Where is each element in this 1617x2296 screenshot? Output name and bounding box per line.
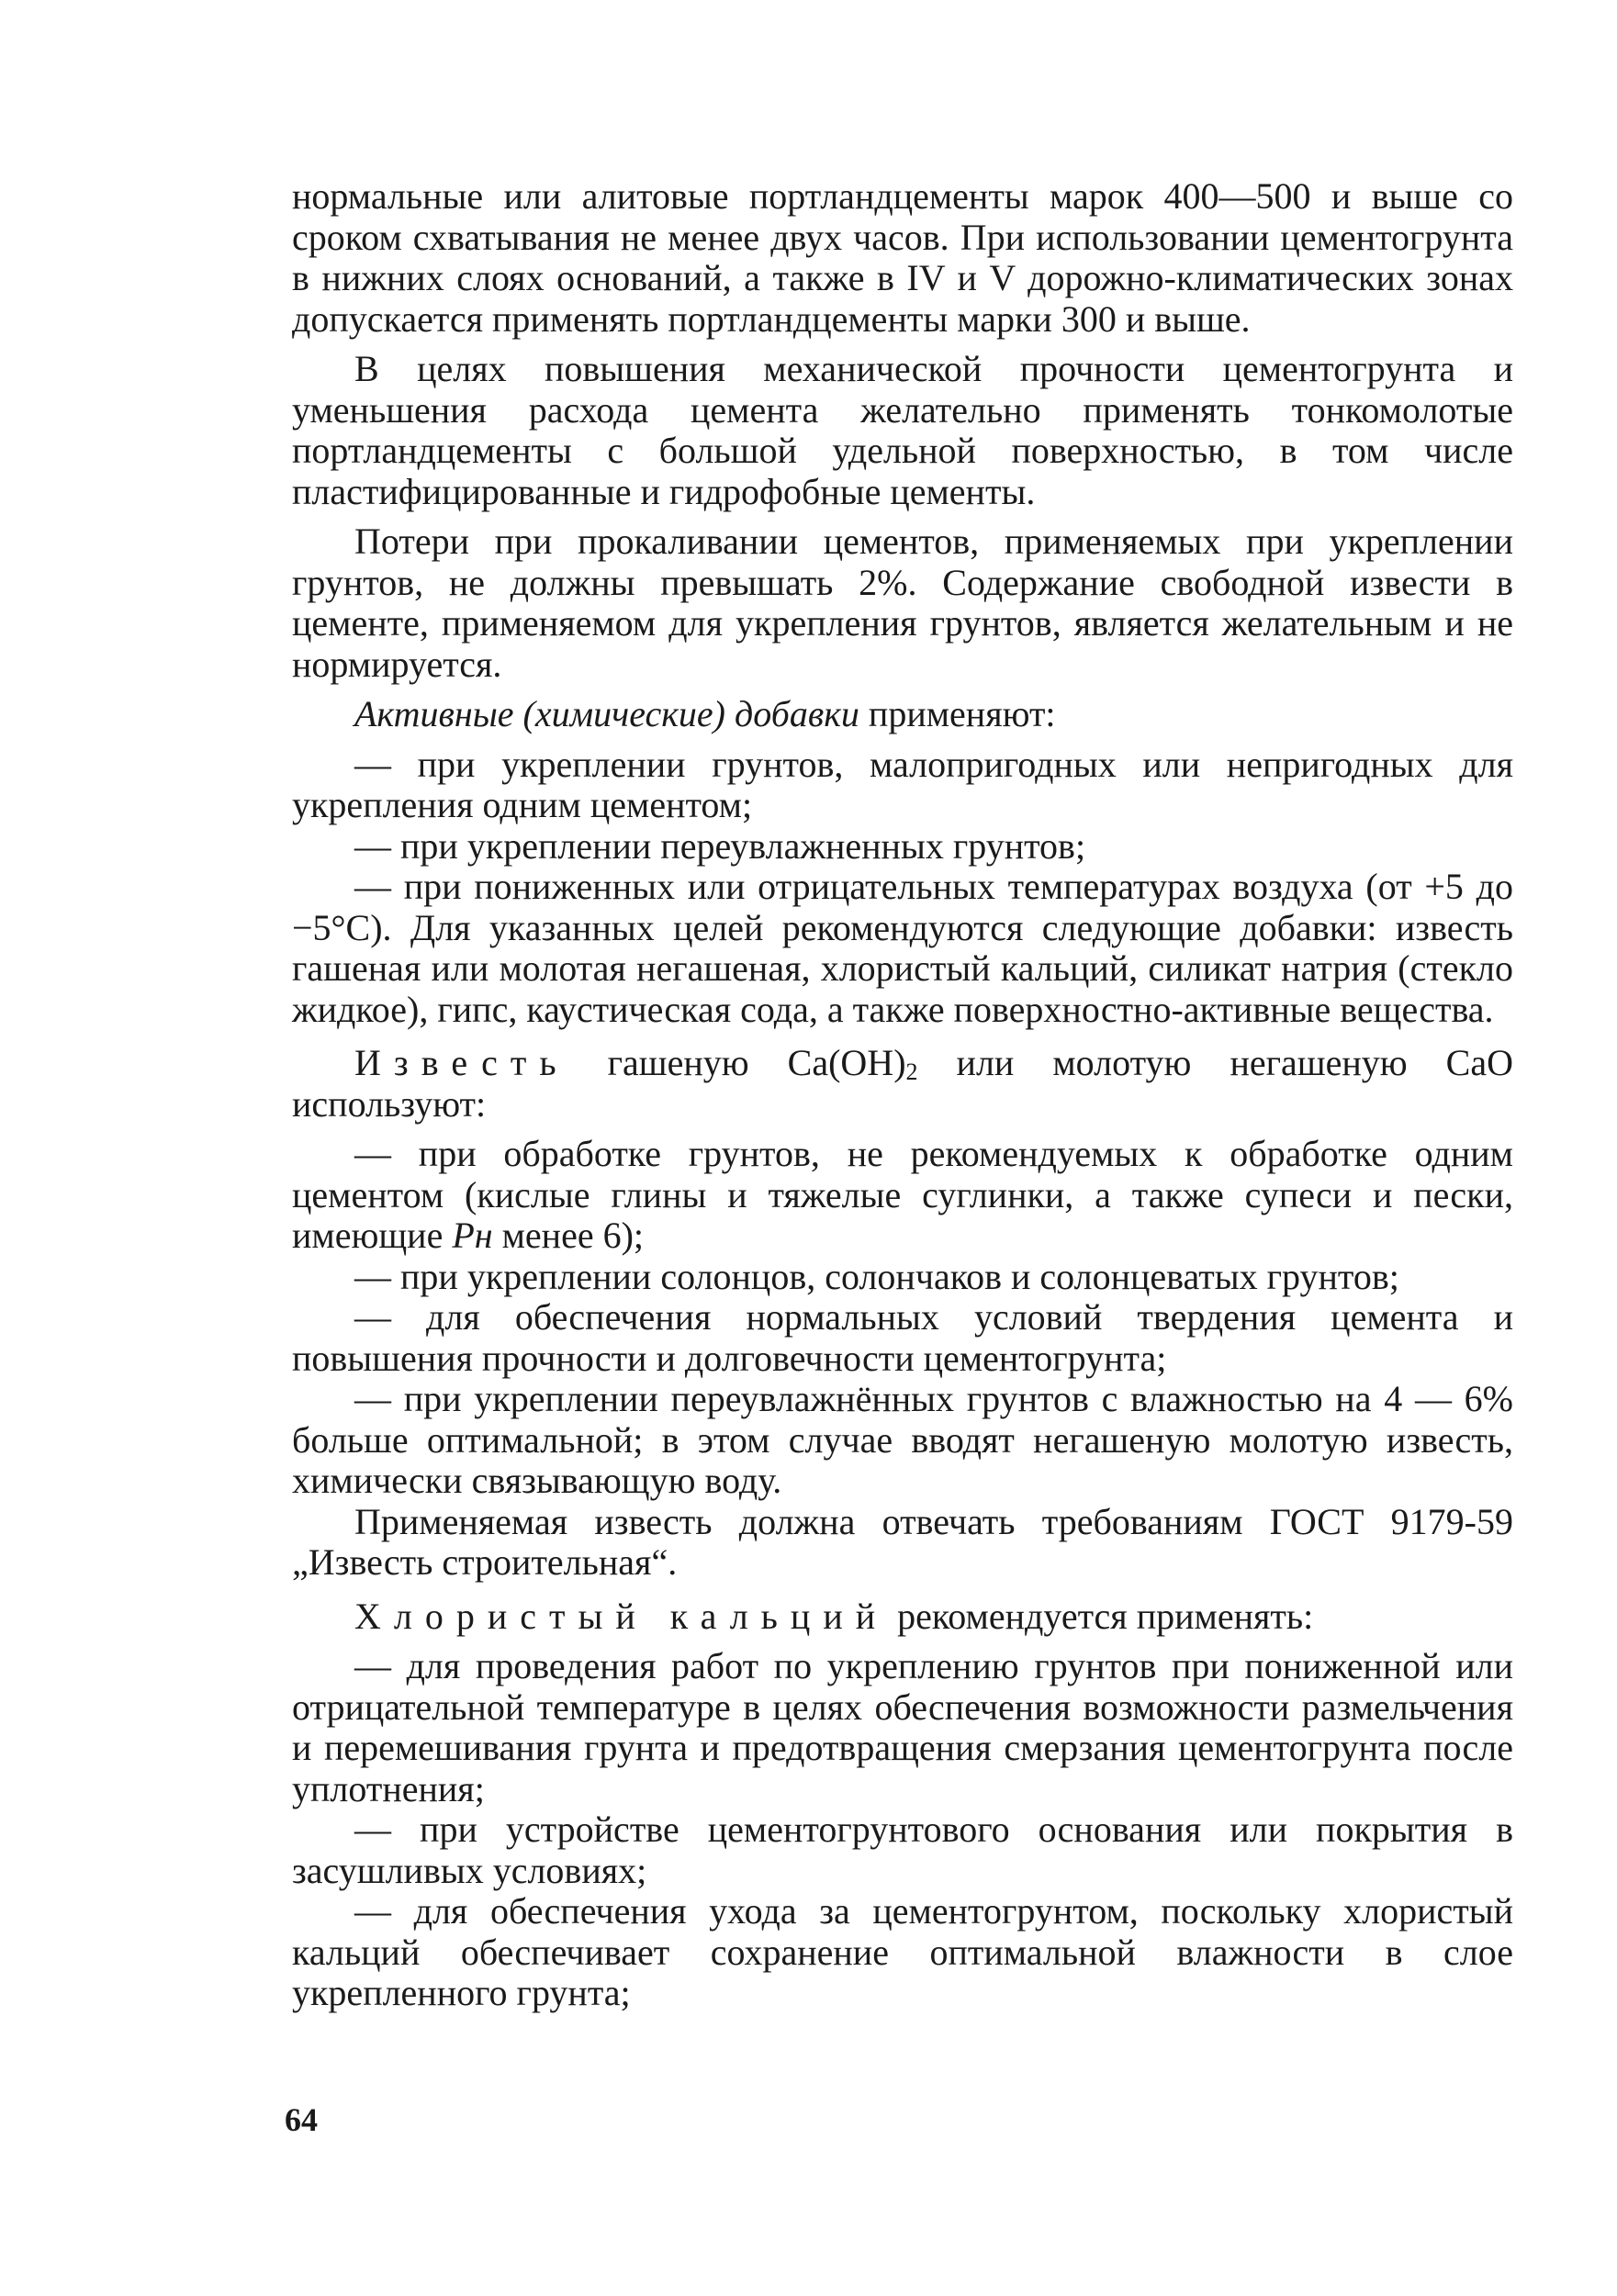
- list-item: — при укреплении переувлажненных грунтов;: [354, 824, 1086, 867]
- paragraph-cement-grades: нормальные или алитовые портландцементы марок 400—500 и выше со сроком схватывания не менее двух часов. При использовании цементогрунта в нижних слоях оснований, а также в IV и V дорожно-климатических зонах допускается применять портландцементы марки 300 и выше.: [292, 175, 1513, 340]
- paragraph-ignition-loss: Потери при прокаливании цементов, применяемых при укреплении грунтов, не должны превышать 2%. Содержание свободной извести в цементе, применяемом для укрепления грунтов, является желательным и не нормируется.: [292, 521, 1513, 685]
- ph-symbol: Рн: [452, 1215, 493, 1256]
- term-calcium-chloride: Хлористый кальций: [354, 1595, 889, 1637]
- list-item: — для обеспечения ухода за цементогрунтом, поскольку хлористый кальций обеспечивает сохранение оптимальной влажности в слое укрепленного грунта;: [292, 1890, 1513, 2013]
- list-item: — при укреплении грунтов, малопригодных или непригодных для укрепления одним цементом;: [292, 743, 1513, 825]
- list-item: [292, 1134, 1513, 1257]
- paragraph-lime-b: или молотую негашеную CaO используют:: [292, 1042, 1513, 1125]
- paragraph-lime-a: гашеную Ca(OH): [568, 1042, 906, 1083]
- paragraph-gost: Применяемая известь должна отвечать требованиям ГОСТ 9179-59 „Известь строительная“.: [292, 1500, 1513, 1583]
- paragraph-fine-cement: В целях повышения механической прочности цементогрунта и уменьшения расхода цемента желательно применять тонкомолотые портландцементы с большой удельной поверхностью, в том числе пластифицированные и гидрофобные цементы.: [292, 348, 1513, 512]
- list-item-text-b: менее 6);: [492, 1215, 645, 1256]
- list-item: — при укреплении переувлажнённых грунтов с влажностью на 4 — 6% больше оптимальной; в этом случае вводят негашеную молотую известь, химически связывающую воду.: [292, 1378, 1513, 1501]
- paragraph-calcium-chloride: [292, 1596, 1513, 1638]
- page-body: [292, 176, 1513, 2014]
- paragraph-lime: [292, 1043, 1513, 1125]
- page-number: 64: [285, 2101, 318, 2138]
- list-item: — при пониженных или отрицательных температурах воздуха (от +5 до −5°С). Для указанных целей рекомендуются следующие добавки: известь гашеная или молотая негашеная, хлористый кальций, силикат натрия (стекло жидкое), гипс, каустическая сода, а также поверхностно-активные вещества.: [292, 866, 1513, 1030]
- subscript-2: 2: [905, 1058, 918, 1086]
- list-item: — для обеспечения нормальных условий твердения цемента и повышения прочности и долговечности цементогрунта;: [292, 1296, 1513, 1379]
- paragraph-active-additives-rest: применяют:: [859, 693, 1056, 734]
- term-active-additives: Активные (химические) добавки: [354, 693, 859, 734]
- paragraph-active-additives: [292, 694, 1513, 735]
- list-item: — для проведения работ по укреплению грунтов при пониженной или отрицательной температуре в целях обеспечения возможности размельчения и перемешивания грунта и предотвращения смерзания цементогрунта после уплотнения;: [292, 1645, 1513, 1809]
- paragraph-calcium-chloride-rest: рекомендуется применять:: [888, 1595, 1314, 1637]
- term-lime: Известь: [354, 1042, 569, 1083]
- list-item-text-a: — при обработке грунтов, не рекомендуемых к обработке одним цементом (кислые глины и тяжелые суглинки, а также супеси и пески, имеющие: [292, 1133, 1513, 1256]
- list-item: — при устройстве цементогрунтового основания или покрытия в засушливых условиях;: [292, 1809, 1513, 1891]
- list-item: — при укреплении солонцов, солончаков и солонцеватых грунтов;: [354, 1255, 1399, 1297]
